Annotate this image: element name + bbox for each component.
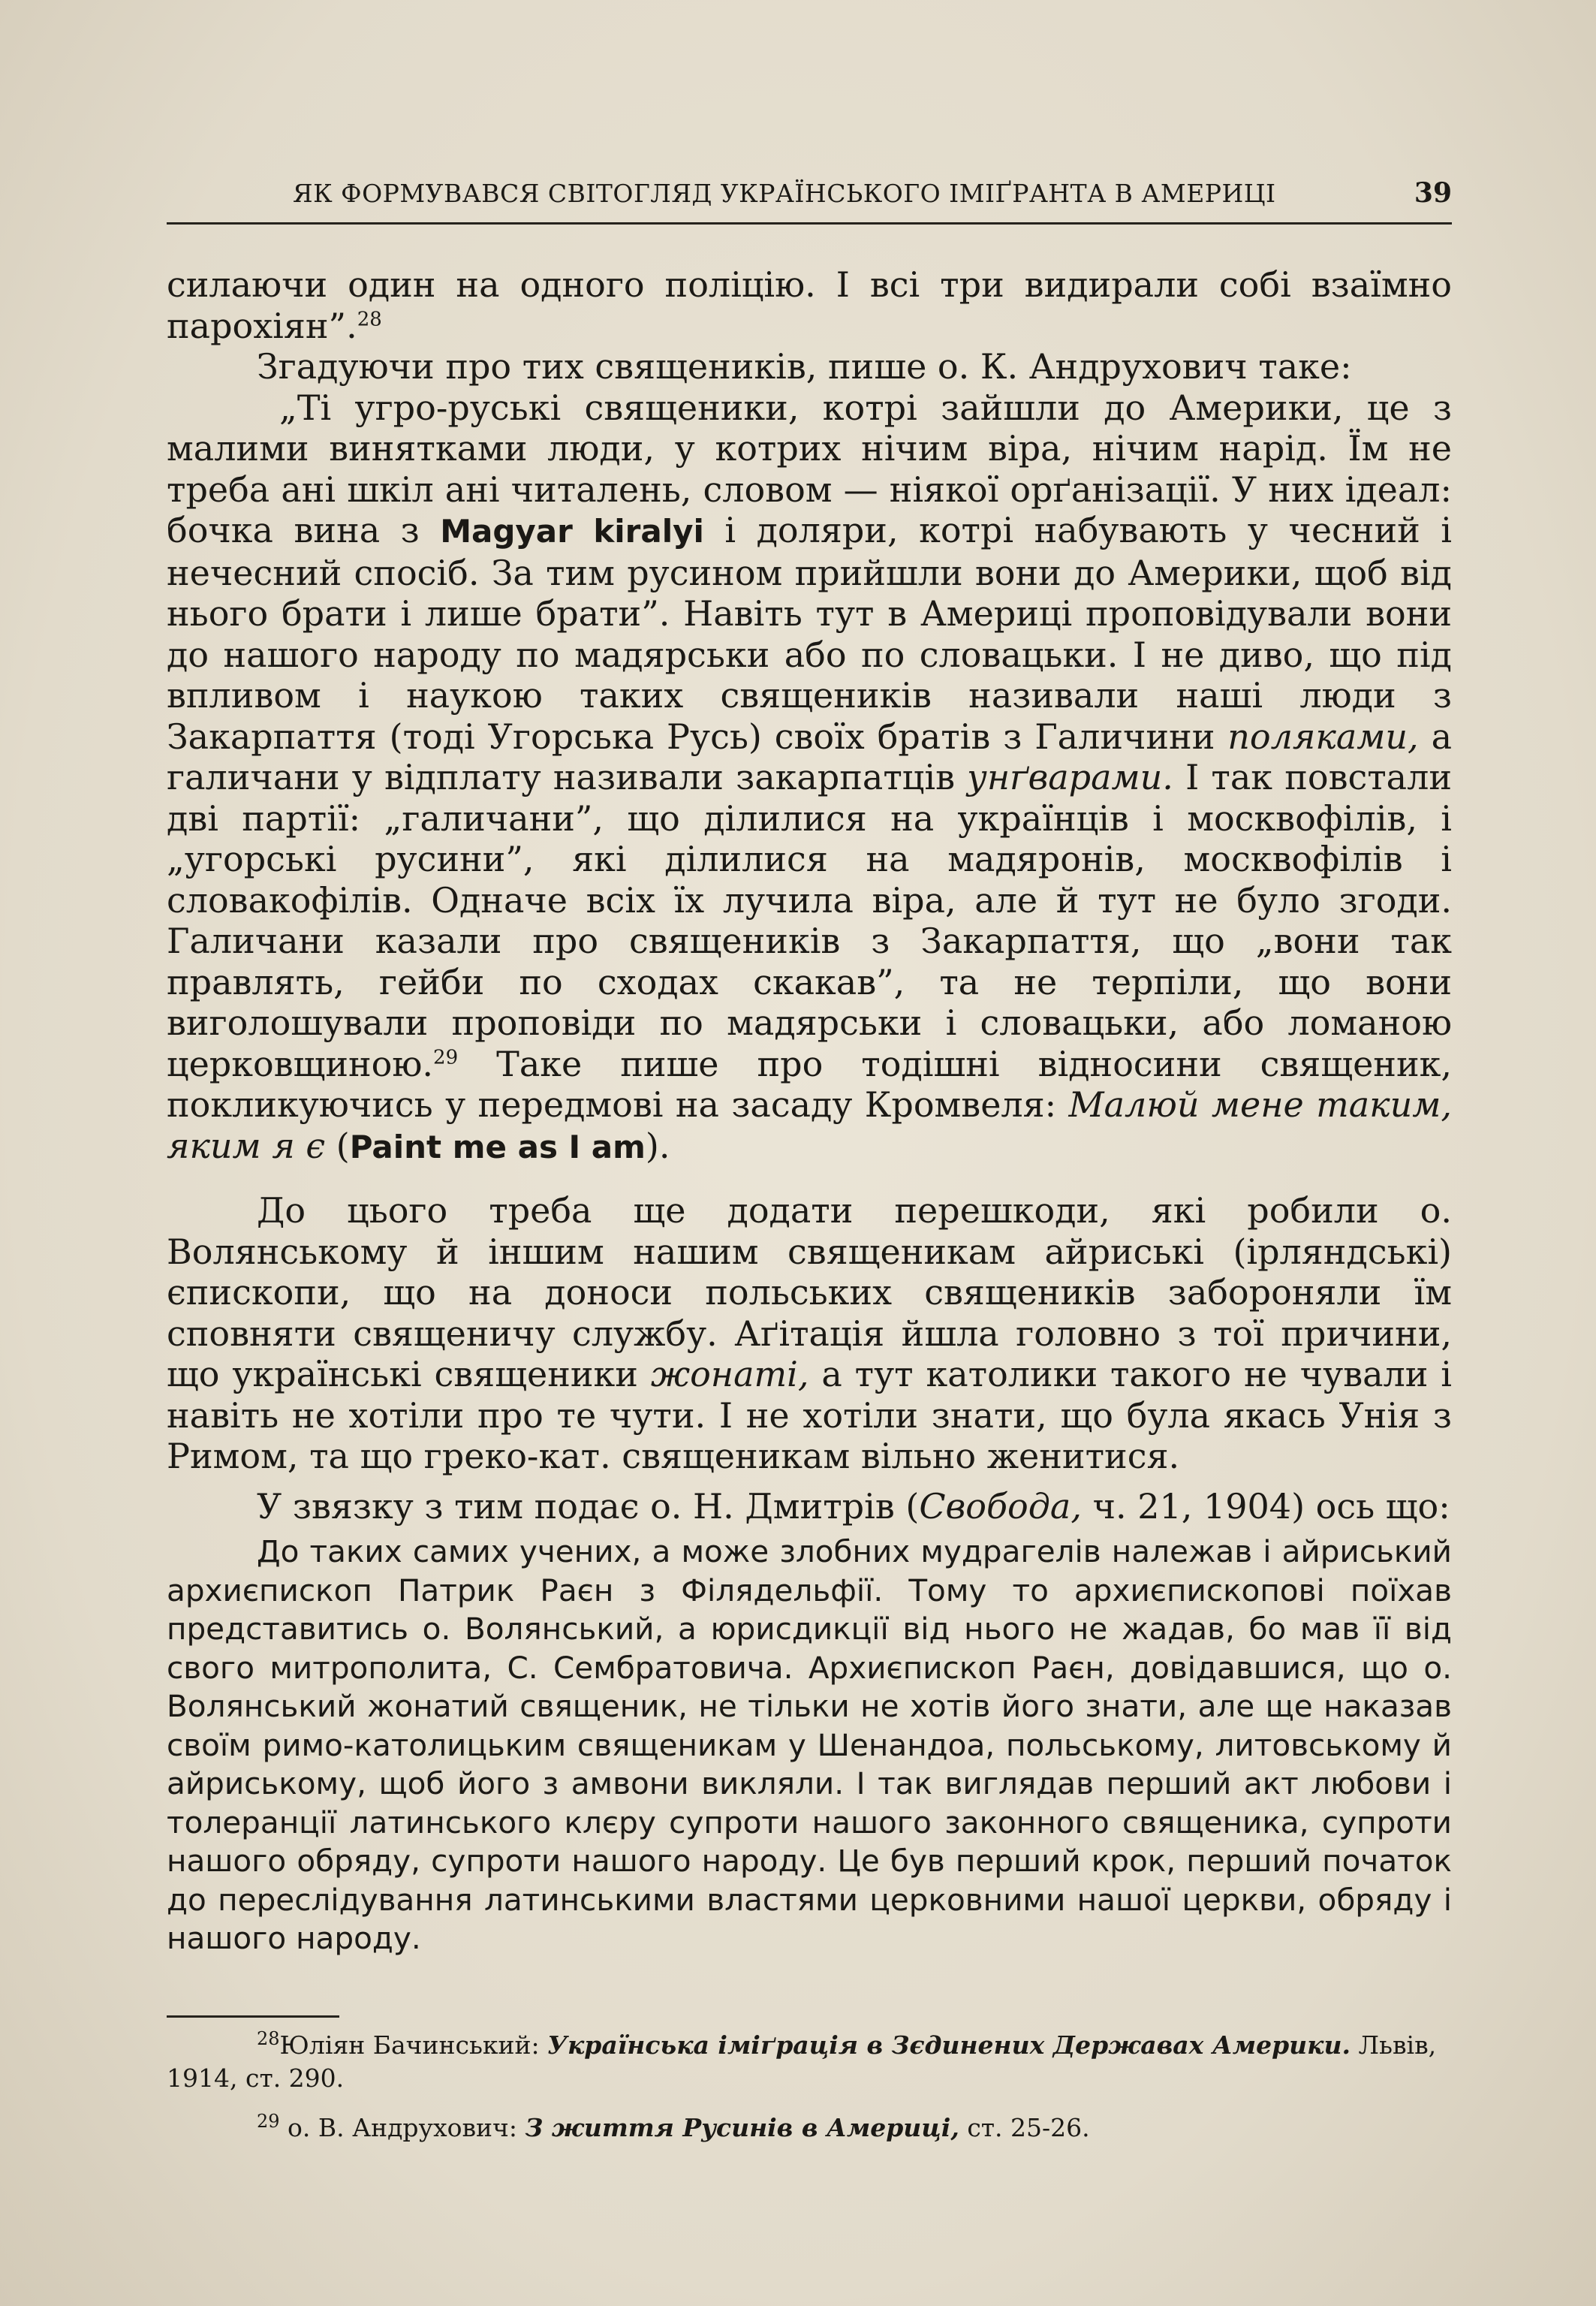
footnote-marker-28[interactable]: 28 (357, 308, 382, 331)
running-title: ЯК ФОРМУВАВСЯ СВІТОГЛЯД УКРАЇНСЬКОГО ІМІҐРАНТА В АМЕРИЦІ (293, 179, 1276, 208)
footnote-number: 29 (257, 2111, 280, 2132)
footnote-divider (167, 2015, 339, 2018)
latin-phrase-paint-me: Paint me as I am (349, 1128, 646, 1165)
italic-term-polyakamy: поляками, (1227, 716, 1419, 757)
paragraph-2 (167, 346, 1452, 387)
footnote-author: Юліян Бачинський: (279, 2030, 540, 2060)
italic-cromwell-quote: Малюй мене таким, яким я є (167, 1084, 1452, 1166)
paragraph-1-text: силаючи один на одного поліцію. І всі три видирали собі взаїмно парохіян”. (167, 264, 1452, 346)
footnote-28 (167, 2029, 1452, 2095)
paragraph-3 (167, 387, 1452, 1168)
footnote-29 (167, 2112, 1452, 2145)
italic-newspaper-svoboda: Свобода, (919, 1485, 1082, 1527)
page-number: 39 (1414, 177, 1452, 209)
paragraph-5 (167, 1486, 1452, 1527)
paragraph-4 (167, 1190, 1452, 1477)
footnote-rest: Львів, 1914, ст. 290. (167, 2030, 1437, 2093)
paragraph-4-text: До цього треба ще додати перешкоди, які робили о. Волянському й іншим нашим священикам айриські (ірляндські) єпископи, що на доноси польських священиків забороняли їм сповняти священичу службу. Аґітація йшла головно з тої причини, що українські священики (167, 1190, 1452, 1394)
page-header (167, 171, 1452, 225)
footnote-marker-29[interactable]: 29 (433, 1046, 459, 1069)
paragraph-2-text: Згадуючи про тих священиків, пише о. К. Андрухович таке: (257, 346, 1352, 387)
paragraph-3-text: Таке пише про тодішні відносини священик, покликуючись у передмові на засаду Кромвеля: (167, 1043, 1452, 1125)
paragraph-3-text: і доляри, котрі набувають у чесний і нечесний спосіб. За тим русином прийшли вони до Америки, щоб від нього брати і лише брати”. Навіть тут в Америці проповідували вони до нашого народу по мадярськи або по словацьки. І не диво, що під впливом і наукою таких священиків називали наші люди з Закарпаття (тоді Угорська Русь) своїх братів з Галичини (167, 510, 1452, 757)
paragraph-3-text: „Ті угро-руські священики, котрі зайшли до Америки, це з малими винятками люди, у котрих нічим віра, нічим нарід. Їм не треба ані шкіл ані читалень, словом — ніякої орґанізації. У них ідеал: бочка вина з (167, 387, 1452, 550)
footnote-rest: ст. 25-26. (959, 2113, 1090, 2142)
latin-phrase-magyar-kiralyi: Magyar kiralyi (440, 513, 704, 550)
footnotes (167, 2029, 1452, 2161)
paragraph-3-text: І так повстали дві партії: „галичани”, що ділилися на українців і москвофілів, і „угорські русини”, які ділилися на мадяронів, москвофілів і словакофілів. Одначе всіх їх лучила віра, але й тут не було згоди. Галичани казали про священиків з Закарпаття, що „вони так правлять, гейби по сходах скакав”, та не терпіли, що вони виголошували проповіди по мадярськи і словацьки, або ломаною церковщиною. (167, 757, 1452, 1084)
paragraph-5-text: ч. 21, 1904) ось що: (1081, 1485, 1450, 1527)
paragraph-3-text: ( (325, 1125, 350, 1166)
footnote-number: 28 (257, 2028, 280, 2049)
footnote-source: Українська іміґрація в Зєдинених Державах Америки. (547, 2030, 1351, 2060)
italic-term-zhonati: жонаті, (650, 1354, 809, 1394)
footnote-source: З життя Русинів в Америці, (525, 2113, 959, 2142)
footnote-author: о. В. Андрухович: (288, 2113, 517, 2142)
paragraph-5-text: У звязку з тим подає о. Н. Дмитрів ( (257, 1485, 920, 1527)
paragraph-4-text: а тут католики такого не чували і навіть не хотіли про те чути. І не хотіли знати, що була якась Унія з Римом, та що греко-кат. священикам вільно женитися. (167, 1354, 1452, 1476)
paragraph-3-text: ). (645, 1125, 670, 1166)
block-quote: До таких самих учених, а може злобних мудрагелів належав і айриський архиєпископ Патрик Раєн з Філядельфії. Тому то архиєпископові поїхав представитись о. Волянський, а юрисдикції від нього не жадав, бо мав її від свого митрополита, С. Сембратовича. Архиєпископ Раєн, довідавшися, що о. Волянський жонатий священик, не тільки не хотів його знати, але ще наказав своїм римо-католицьким священикам у Шенандоа, польському, литовському й айриському, щоб його з амвони викляли. І так виглядав перший акт любови і толеранції латинського клєру супроти нашого законного священика, супроти нашого обряду, супроти нашого народу. Це був перший крок, перший початок до переслідування латинськими властями церковними нашої церкви, обряду і нашого народу. (167, 1533, 1452, 1956)
italic-term-ungvaramy: унґварами. (967, 757, 1173, 797)
paragraph-1 (167, 264, 1452, 346)
paragraph-3-text: а галичани у відплату називали закарпатців (167, 716, 1452, 797)
main-text (167, 264, 1452, 1958)
